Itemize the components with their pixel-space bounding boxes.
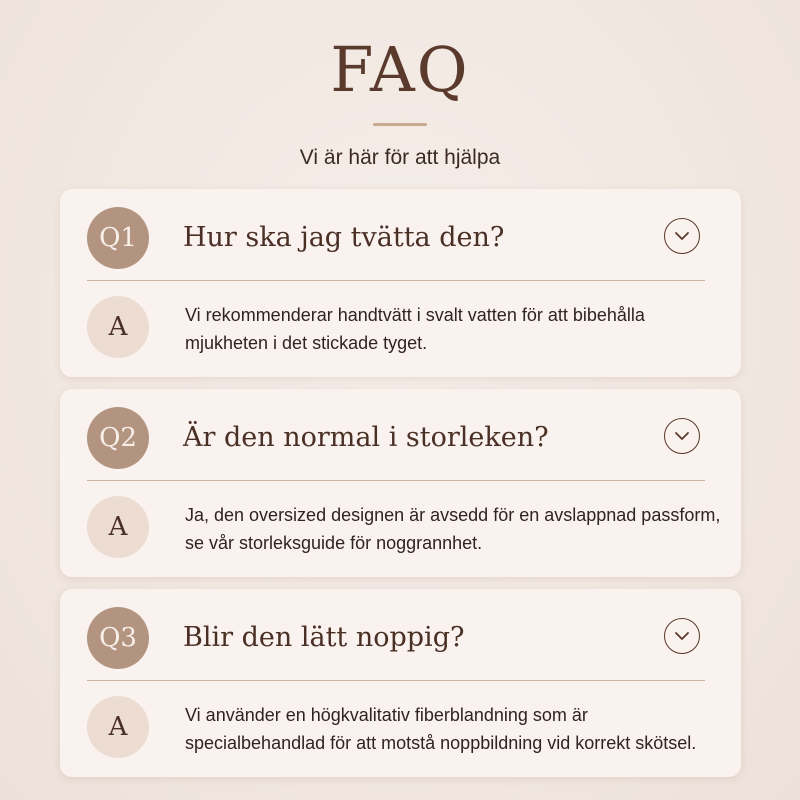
- question-badge: Q1: [87, 207, 149, 269]
- faq-item-1[interactable]: [60, 189, 741, 377]
- question-text[interactable]: Blir den lätt noppig?: [183, 622, 465, 653]
- chevron-down-icon: [674, 231, 690, 241]
- expand-toggle-button[interactable]: [664, 418, 700, 454]
- expand-toggle-button[interactable]: [664, 218, 700, 254]
- expand-toggle-button[interactable]: [664, 618, 700, 654]
- answer-text: Vi använder en högkvalitativ fiberblandning som är specialbehandlad för att motstå noppbildning vid korrekt skötsel.: [185, 705, 697, 753]
- chevron-down-icon: [674, 631, 690, 641]
- answer-text: Ja, den oversized designen är avsedd för en avslappnad passform, se vår storleksguide för noggrannhet.: [185, 505, 721, 553]
- answer-text: Vi rekommenderar handtvätt i svalt vatten för att bibehålla mjukheten i det stickade tyget.: [185, 305, 645, 353]
- divider: [87, 480, 705, 481]
- question-badge: Q3: [87, 607, 149, 669]
- divider: [87, 680, 705, 681]
- answer-badge: A: [87, 496, 149, 558]
- title-underline: [373, 123, 427, 126]
- question-text[interactable]: Är den normal i storleken?: [183, 422, 549, 453]
- faq-item-3[interactable]: [60, 589, 741, 777]
- faq-item-2[interactable]: [60, 389, 741, 577]
- answer-badge: A: [87, 296, 149, 358]
- divider: [87, 280, 705, 281]
- answer-badge: A: [87, 696, 149, 758]
- question-badge: Q2: [87, 407, 149, 469]
- question-text[interactable]: Hur ska jag tvätta den?: [183, 222, 505, 253]
- faq-list: [60, 189, 741, 789]
- page-subtitle: Vi är här för att hjälpa: [299, 146, 501, 169]
- page-title: FAQ: [330, 33, 470, 106]
- chevron-down-icon: [674, 431, 690, 441]
